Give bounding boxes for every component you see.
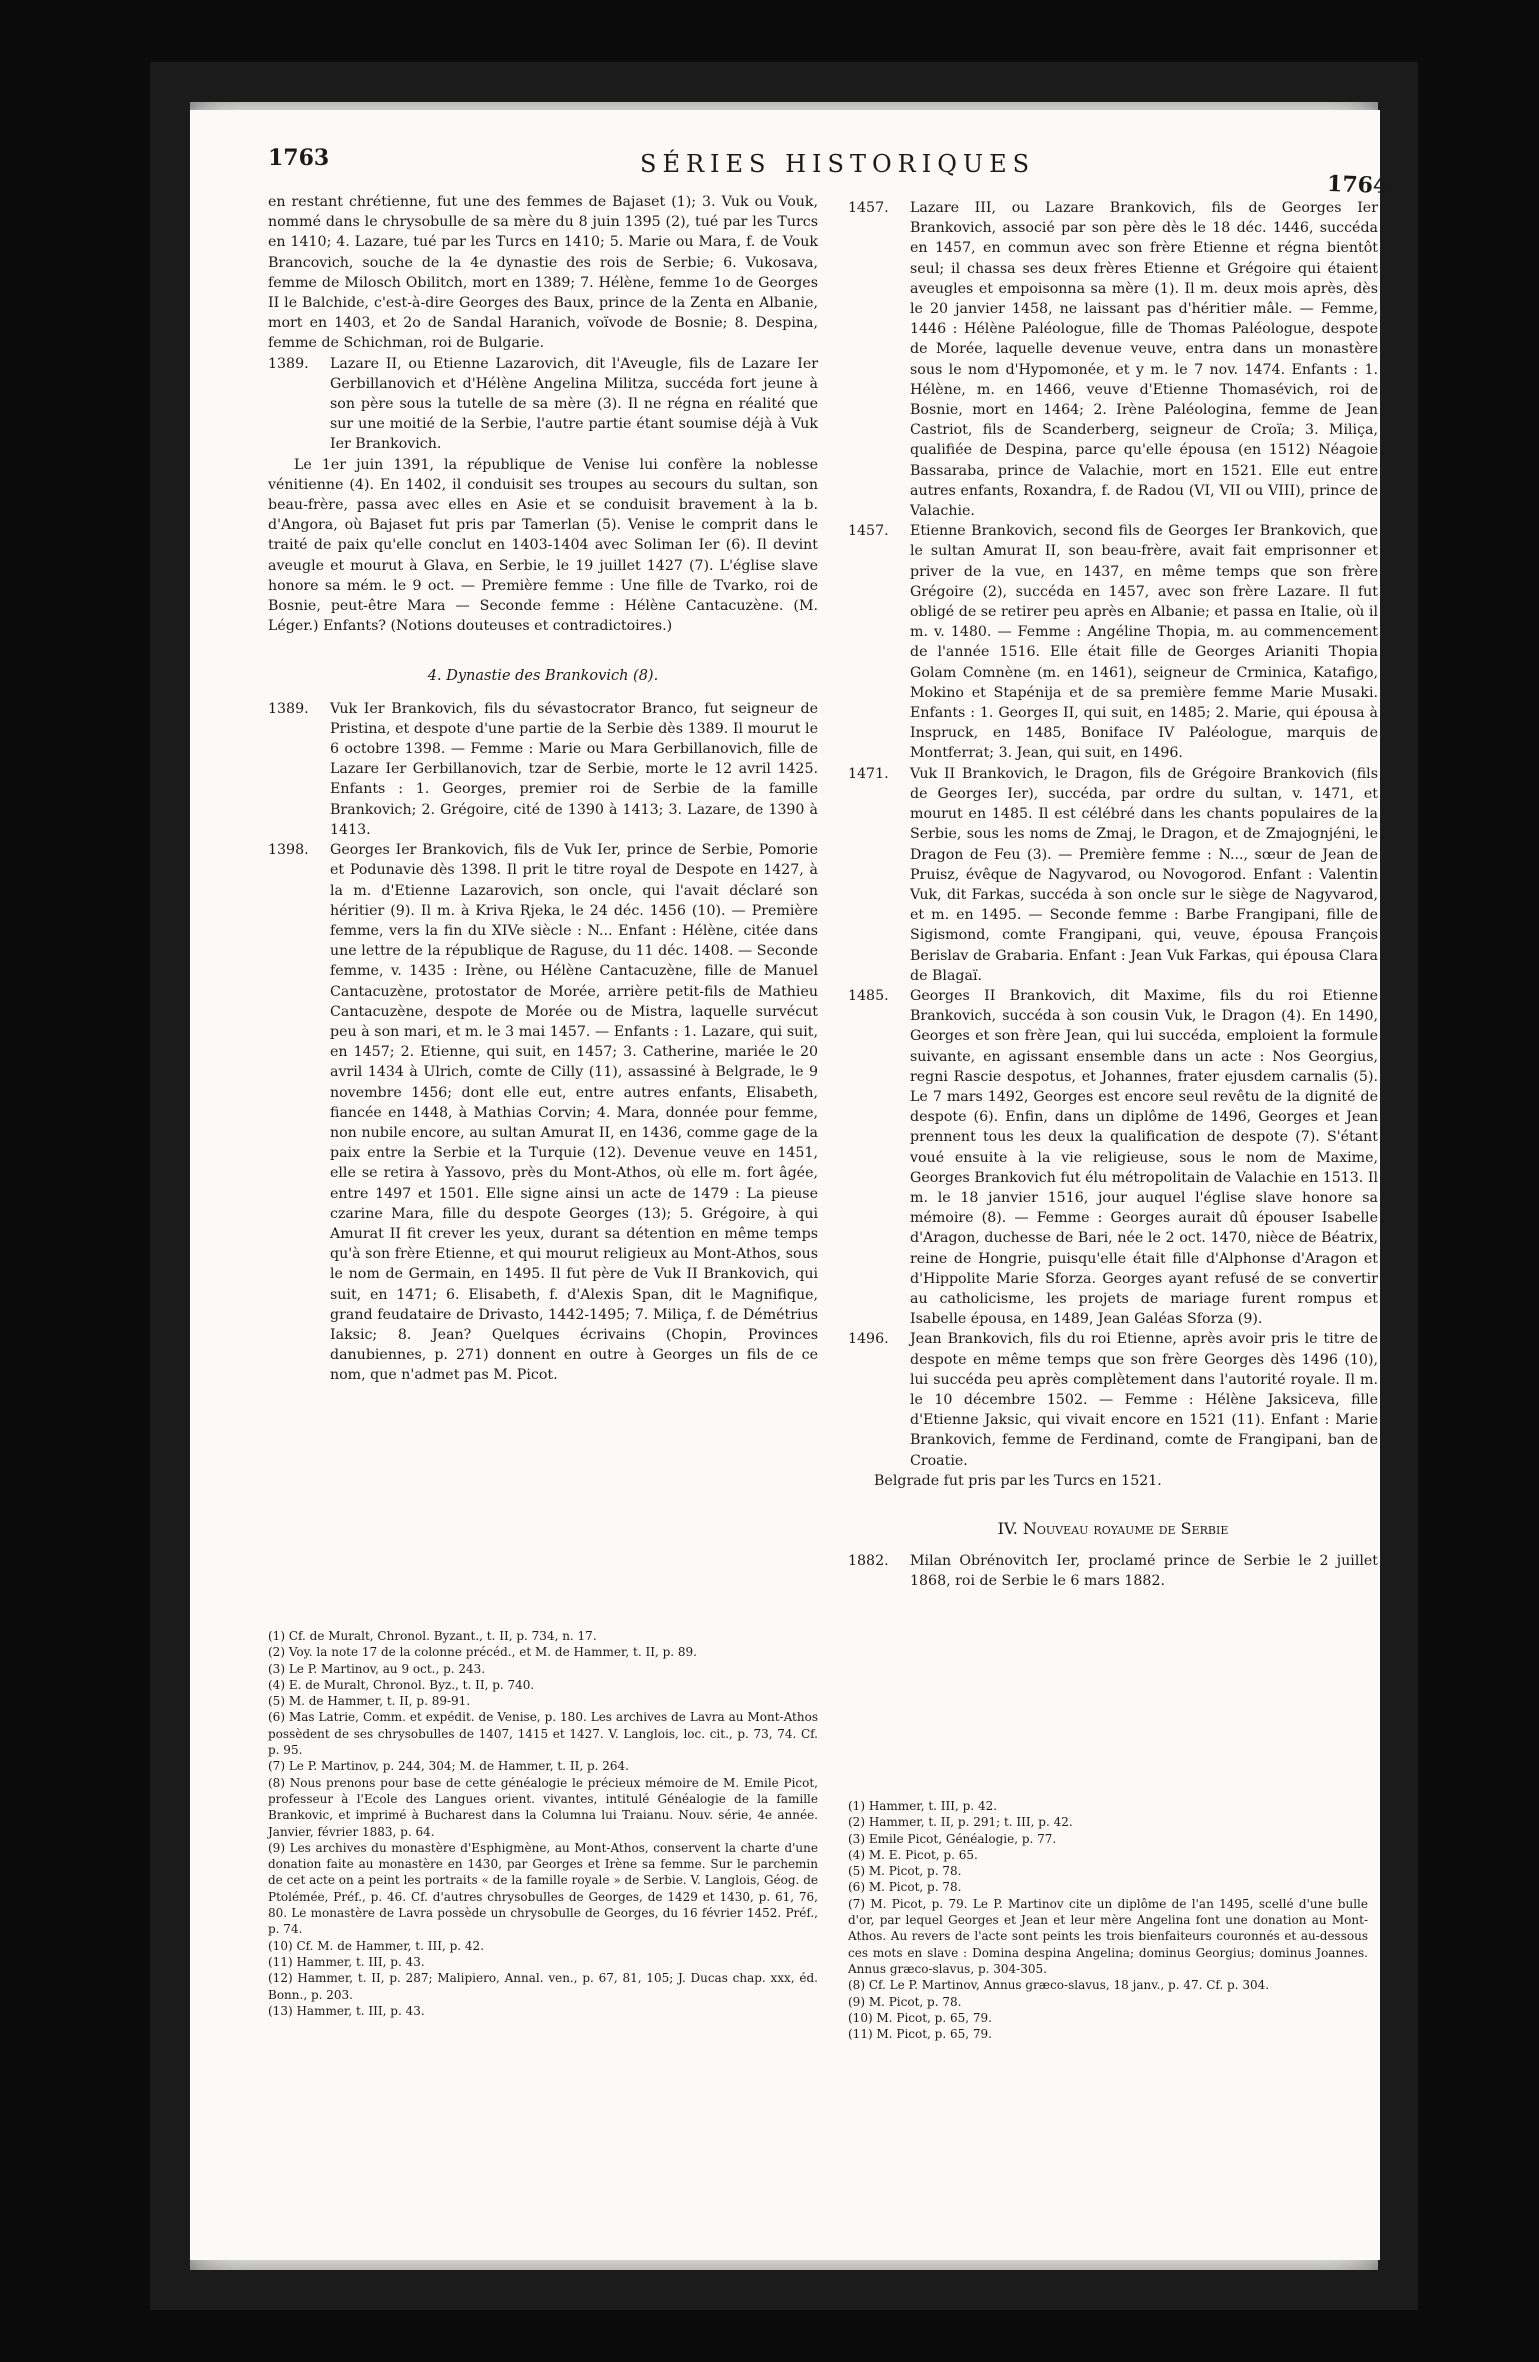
footnote: (1) Hammer, t. III, p. 42. — [848, 1799, 998, 1813]
footnote: (4) M. E. Picot, p. 65. — [848, 1847, 978, 1862]
entry-year: 1398. — [268, 842, 309, 859]
entry-1485-georges-ii — [848, 986, 1378, 1329]
entry-text: Milan Obrénovitch Ier, proclamé prince de Serbie le 2 juillet 1868, roi de Serbie le 6 mars 1882. — [910, 1553, 1378, 1590]
entry-text: Lazare II, ou Etienne Lazarovich, dit l'Aveugle, fils de Lazare Ier Gerbillanovich et d'Hélène Angelina Militza, succéda fort jeune à son père sous la tutelle de sa mère (3). Il ne régna en réalité que sur une moitié de la Serbie, l'autre partie étant soumise déjà à Vuk Ier Brankovich. — [330, 355, 818, 453]
section-title-nouveau-royaume: IV. Nouveau royaume de Serbie — [997, 1519, 1229, 1538]
footnote: (11) Hammer, t. III, p. 43. — [268, 1954, 425, 1969]
entry-1389-lazare-ii — [268, 354, 818, 455]
entry-year: 1882. — [848, 1553, 889, 1570]
left-column — [268, 192, 818, 1386]
footnote: (10) M. Picot, p. 65, 79. — [848, 2010, 992, 2025]
left-page-number: 1763 — [268, 145, 330, 171]
entry-year: 1471. — [848, 765, 889, 782]
entry-year: 1485. — [848, 987, 889, 1004]
footnote: (3) Le P. Martinov, au 9 oct., p. 243. — [268, 1661, 486, 1676]
section-title-brankovich: 4. Dynastie des Brankovich (8). — [427, 668, 659, 685]
footnote: (4) E. de Muralt, Chronol. Byz., t. II, p. 740. — [268, 1677, 535, 1692]
entry-paragraph: Le 1er juin 1391, la république de Venise lui confère la noblesse vénitienne (4). En 1402, il conduisit ses troupes au secours du sultan, son beau-frère, passa avec elles en Asie et se conduisit bravement à la b. d'Angora, où Bajaset fut pris par Tamerlan (5). Venise le comprit dans le traité de paix qu'elle conclut en 1403-1404 avec Soliman Ier (6). Il devint aveugle et mourut à Glava, en Serbie, le 19 juillet 1427 (7). L'église slave honore sa mém. le 9 oct. — Première femme : Une fille de Tvarko, roi de Bosnie, peut-être Mara — Seconde femme : Hélène Cantacuzène. (M. Léger.) Enfants? (Notions douteuses et contradictoires.) — [268, 456, 818, 635]
right-column — [848, 198, 1378, 1592]
footnote: (7) Le P. Martinov, p. 244, 304; M. de Hammer, t. II, p. 264. — [268, 1759, 629, 1774]
entry-text: Georges Ier Brankovich, fils de Vuk Ier, prince de Serbie, Pomorie et Podunavie dès 1398. Il prit le titre royal de Despote en 1427, à la m. d'Etienne Lazarovich, son oncle, qui l'avait déclaré son héritier (9). Il m. à Kriva Rjeka, le 24 déc. 1456 (10). — Première femme, vers la fin du XIVe siècle : N... Enfant : Hélène, citée dans une lettre de la république de Raguse, du 11 déc. 1408. — Seconde femme, v. 1435 : Irène, ou Hélène Cantacuzène, fille de Manuel Cantacuzène, protostator de Morée, arrière petit-fils de Mathieu Cantacuzène, despote de Morée ou de Mistra, laquelle survécut peu à son mari, et m. le 3 mai 1457. — Enfants : 1. Lazare, qui suit, en 1457; 2. Etienne, qui suit, en 1457; 3. Catherine, mariée le 20 avril 1434 à Ulrich, comte de Cilly (11), assassiné à Belgrade, le 9 novembre 1456; dont elle eut, entre autres enfants, Elisabeth, fiancée en 1448, à Mathias Corvin; 4. Mara, donnée pour femme, non nubile encore, au sultan Amurat II, en 1436, comme gage de la paix entre la Serbie et la Turquie (12). Devenue veuve en 1451, elle se retira à Yassovo, près du Mont-Athos, où elle m. fort âgée, entre 1497 et 1501. Elle signe ainsi un acte de 1479 : La pieuse czarine Mara, fille du despote Georges (13); 5. Grégoire, à qui Amurat II fit crever les yeux, durant sa détention en même temps qu'à son frère Etienne, et qui mourut religieux au Mont-Athos, sous le nom de Germain, en 1495. Il fut père de Vuk II Brankovich, qui suit, en 1471; 6. Elisabeth, f. d'Alexis Span, dit le Magnifique, grand feudataire de Drivasto, 1442-1495; 7. Miliça, f. de Démétrius Iaksic; 8. Jean? Quelques écrivains (Chopin, Provinces danubiennes, p. 271) donnent en outre à Georges un fils de ce nom, que n'admet pas M. Picot. — [330, 842, 818, 1384]
left-intro: en restant chrétienne, fut une des femmes de Bajaset (1); 3. Vuk ou Vouk, nommé dans le chrysobulle de sa mère du 8 juin 1395 (2), tué par les Turcs en 1410; 4. Lazare, tué par les Turcs en 1410; 5. Marie ou Mara, f. de Vouk Brancovich, souche de la 4e dynastie des rois de Serbie; 6. Vukosava, femme de Milosch Obilitch, mort en 1389; 7. Hélène, femme 1o de Georges II le Balchide, c'est-à-dire Georges des Baux, prince de la Zenta en Albanie, mort en 1403, et 2o de Sandal Haranich, voïvode de Bosnie; 8. Despina, femme de Schichman, roi de Bulgarie. — [268, 194, 818, 352]
right-footnotes — [848, 1798, 1368, 2042]
footnote: (13) Hammer, t. III, p. 43. — [268, 2003, 425, 2018]
footnote: (3) Emile Picot, Généalogie, p. 77. — [848, 1831, 1057, 1846]
entry-text: Georges II Brankovich, dit Maxime, fils du roi Etienne Brankovich, succéda à son cousin Vuk, le Dragon (4). En 1490, Georges et son frère Jean, qui lui succéda, emploient la formule suivante, en agissant ensemble dans un acte : Nos Georgius, regni Rascie despotus, et Johannes, frater ejusdem carnalis (5). Le 7 mars 1492, Georges est encore seul revêtu de la dignité de despote (6). Enfin, dans un diplôme de 1496, Georges et Jean prennent tous les deux la qualification de despote (7). S'étant voué ensuite à la vie religieuse, sous le nom de Maxime, Georges Brankovich fut élu métropolitain de Valachie en 1513. Il m. le 18 janvier 1516, jour auquel l'église slave honore sa mémoire (8). — Femme : Georges aurait dû épouser Isabelle d'Aragon, duchesse de Bari, née le 2 oct. 1470, nièce de Béatrix, reine de Hongrie, puisqu'elle était fille d'Alphonse d'Aragon et d'Hippolite Marie Sforza. Georges ayant refusé de se convertir au catholicisme, les projets de mariage furent rompus et Isabelle épousa, en 1489, Jean Galéas Sforza (9). — [910, 987, 1378, 1328]
footnote: (5) M. de Hammer, t. II, p. 89-91. — [268, 1694, 471, 1709]
entry-year: 1496. — [848, 1331, 889, 1348]
footnote: (7) M. Picot, p. 79. Le P. Martinov cite un diplôme de l'an 1495, scellé d'une bulle d'or, par lequel Georges et Jean et leur mère Angelina font une donation au Mont-Athos. Au revers de l'acte sont peints les trois bienfaiteurs couronnés et au-dessous ces mots en slave : Domina despina Angelina; dominus Georgius; dominus Joannes. Annus græco-slavus, p. 304-305. — [848, 1896, 1368, 1976]
footnote: (8) Nous prenons pour base de cette généalogie le précieux mémoire de M. Emile Picot, professeur à l'Ecole des Langues orient. vivantes, intitulé Généalogie de la famille Brankovic, et imprimé à Bucharest dans la Columna lui Traianu. Nouv. série, 4e année. Janvier, février 1883, p. 64. — [268, 1775, 818, 1839]
entry-text: Vuk II Brankovich, le Dragon, fils de Grégoire Brankovich (fils de Georges Ier), succéda, par ordre du sultan, v. 1471, et mourut en 1485. Il est célébré dans les chants populaires de la Serbie, sous les noms de Zmaj, le Dragon, et de Zmajognjéni, le Dragon de Feu (3). — Première femme : N..., sœur de Jean de Pruisz, évêque de Nagyvarod, ou Novogorod. Enfant : Valentin Vuk, dit Farkas, succéda à son oncle sur le siège de Nagyvarod, et m. en 1495. — Seconde femme : Barbe Frangipani, fille de Sigismond, comte Frangipani, qui, veuve, épousa François Berislav de Grabaria. Enfant : Jean Vuk Farkas, qui épousa Clara de Blagaï. — [910, 765, 1378, 984]
entry-1471-vuk-ii — [848, 764, 1378, 986]
right-page-number: 1764 — [1326, 170, 1389, 200]
footnote: (6) Mas Latrie, Comm. et expédit. de Venise, p. 180. Les archives de Lavra au Mont-Athos possèdent de ses chrysobulles de 1407, 1415 et 1427. V. Langlois, loc. cit., p. 73, 74. Cf. p. 95. — [268, 1710, 818, 1758]
footnote: (5) M. Picot, p. 78. — [848, 1864, 962, 1879]
footnote: (12) Hammer, t. II, p. 287; Malipiero, Annal. ven., p. 67, 81, 105; J. Ducas chap. xxx, éd. Bonn., p. 203. — [268, 1971, 818, 2002]
footnote: (2) Hammer, t. II, p. 291; t. III, p. 42. — [848, 1815, 1073, 1830]
entry-year: 1389. — [268, 700, 309, 717]
footnote: (8) Cf. Le P. Martinov, Annus græco-slavus, 18 janv., p. 47. Cf. p. 304. — [848, 1978, 1270, 1993]
entry-1389-vuk-i — [268, 699, 818, 840]
footnote: (1) Cf. de Muralt, Chronol. Byzant., t. II, p. 734, n. 17. — [268, 1629, 597, 1643]
entry-1398-georges-i — [268, 840, 818, 1385]
footnote: (9) M. Picot, p. 78. — [848, 1994, 962, 2009]
entry-1457-etienne — [848, 521, 1378, 763]
entry-year: 1389. — [268, 355, 309, 372]
entry-text: Lazare III, ou Lazare Brankovich, fils de Georges Ier Brankovich, associé par son père dès le 18 déc. 1446, succéda en 1457, en commun avec son frère Etienne et régna bientôt seul; il chassa ses deux frères Etienne et Grégoire qui étaient aveugles et empoisonna sa mère (1). Il m. deux mois après, dès le 20 janvier 1458, ne laissant pas d'héritier mâle. — Femme, 1446 : Hélène Paléologue, fille de Thomas Paléologue, despote de Morée, laquelle devenue veuve, entra dans un monastère sous le nom d'Hypomonée, et y m. le 7 nov. 1474. Enfants : 1. Hélène, m. en 1466, veuve d'Etienne Thomasévich, roi de Bosnie, mort en 1464; 2. Irène Paléologina, femme de Jean Castriot, fils de Scanderberg, seigneur de Croïa; 3. Miliça, qualifiée de Despina, parce qu'elle épousa (en 1512) Néagoie Bassaraba, prince de Valachie, mort en 1521. Elle eut entre autres enfants, Roxandra, f. de Radou (VI, VII ou VIII), prince de Valachie. — [910, 200, 1378, 520]
entry-text: Vuk Ier Brankovich, fils du sévastocrator Branco, fut seigneur de Pristina, et despote d'une partie de la Serbie dès 1389. Il mourut le 6 octobre 1398. — Femme : Marie ou Mara Gerbillanovich, fille de Lazare Ier Gerbillanovich, tzar de Serbie, morte le 12 avril 1425. Enfants : 1. Georges, premier roi de Serbie de la famille Brankovich; 2. Grégoire, cité de 1390 à 1413; 3. Lazare, de 1390 à 1413. — [330, 700, 818, 838]
entry-1496-jean — [848, 1329, 1378, 1470]
footnote: (11) M. Picot, p. 65, 79. — [848, 2027, 992, 2042]
entry-text: Jean Brankovich, fils du roi Etienne, après avoir pris le titre de despote en même temps que son frère Georges dès 1496 (10), lui succéda peu après complètement dans l'autorité royale. Il m. le 10 décembre 1502. — Femme : Hélène Jaksiceva, fille d'Etienne Jaksic, qui vivait encore en 1521 (11). Enfant : Marie Brankovich, femme de Ferdinand, comte de Frangipani, ban de Croatie. — [910, 1331, 1378, 1469]
entry-text: Etienne Brankovich, second fils de Georges Ier Brankovich, que le sultan Amurat II, son beau-frère, avait fait emprisonner et priver de la vue, en 1437, en même temps que son frère Grégoire (2), succéda en 1457, avec son frère Lazare. Il fut obligé de se retirer peu après en Albanie; et passa en Italie, où il m. v. 1480. — Femme : Angéline Thopia, m. au commencement de l'année 1516. Elle était fille de Georges Arianiti Thopia Golam Comnène (m. en 1461), seigneur de Crminica, Katafigo, Mokino et Stapénija et de sa première femme Marie Musaki. Enfants : 1. Georges II, qui suit, en 1485; 2. Marie, qui épousa à Inspruck, en 1485, Boniface IV Paléologue, marquis de Montferrat; 3. Jean, qui suit, en 1496. — [910, 523, 1378, 762]
footnote: (9) Les archives du monastère d'Esphigmène, au Mont-Athos, conservent la charte d'une donation faite au monastère en 1430, par Georges et Irène sa femme. Sur le parchemin de cet acte on a peint les portraits « de la famille royale » de Serbie. V. Langlois, Géog. de Ptolémée, Préf., p. 46. Cf. d'autres chrysobulles de Georges, de 1429 et 1430, p. 61, 76, 80. Le monastère de Lavra possède un chrysobulle de Georges, du 16 février 1452. Préf., p. 74. — [268, 1840, 818, 1937]
closing-line: Belgrade fut pris par les Turcs en 1521. — [874, 1472, 1162, 1489]
left-footnotes — [268, 1628, 818, 2019]
entry-year: 1457. — [848, 523, 889, 540]
entry-1882-milan — [848, 1551, 1378, 1591]
running-title: SÉRIES HISTORIQUES — [640, 150, 1036, 178]
entry-1457-lazare-iii — [848, 198, 1378, 521]
footnote: (6) M. Picot, p. 78. — [848, 1880, 962, 1895]
footnote: (2) Voy. la note 17 de la colonne précéd., et M. de Hammer, t. II, p. 89. — [268, 1645, 697, 1660]
entry-year: 1457. — [848, 200, 889, 216]
footnote: (10) Cf. M. de Hammer, t. III, p. 42. — [268, 1938, 485, 1953]
